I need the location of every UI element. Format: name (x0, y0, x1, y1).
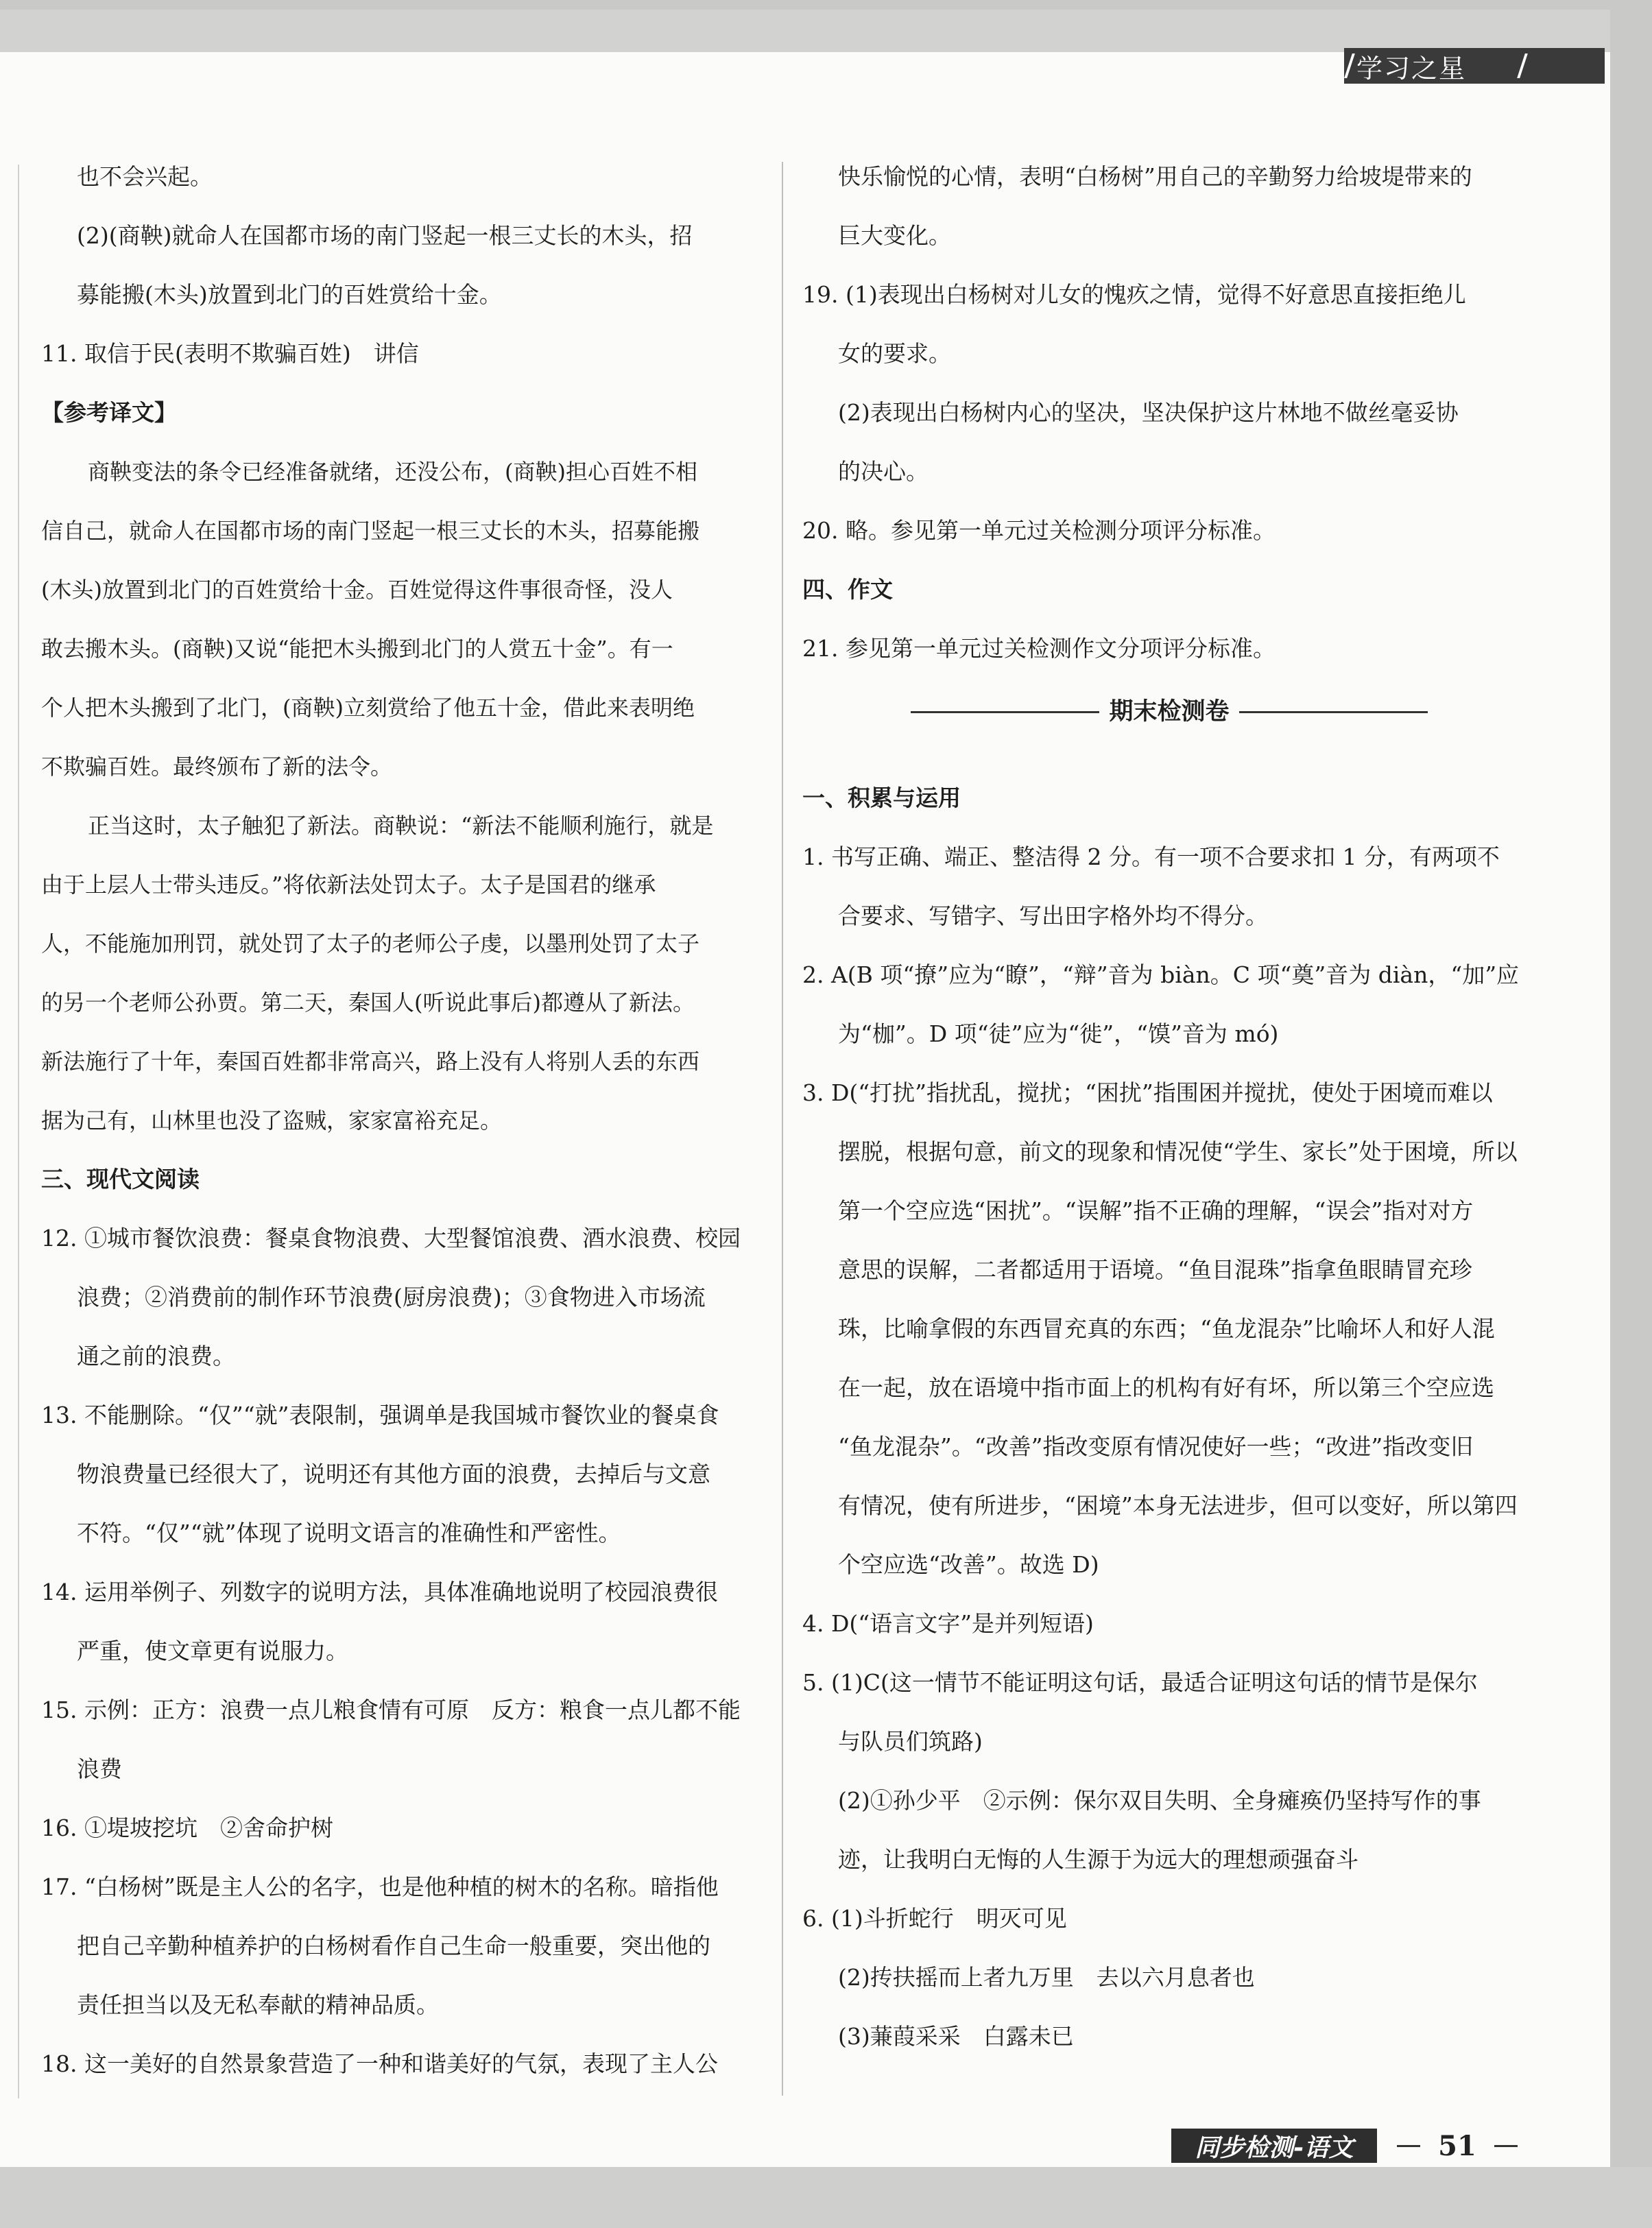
text-line: 20. 略。参见第一单元过关检测分项评分标准。 (802, 517, 1276, 544)
footer-page-number (1385, 2129, 1529, 2163)
text-line: (2)(商鞅)就命人在国都市场的南门竖起一根三丈长的木头，招 (77, 222, 693, 249)
text-line: 1. 书写正确、端正、整洁得 2 分。有一项不合要求扣 1 分，有两项不 (802, 843, 1500, 870)
text-line: 意思的误解，二者都适用于语境。“鱼目混珠”指拿鱼眼睛冒充珍 (838, 1256, 1472, 1283)
text-line: (木头)放置到北门的百姓赏给十金。百姓觉得这件事很奇怪，没人 (41, 577, 673, 603)
text-line: 3. D(“打扰”指扰乱，搅扰；“困扰”指围困并搅扰，使处于困境而难以 (802, 1079, 1493, 1106)
text-line: 不符。“仅”“就”体现了说明文语言的准确性和严密性。 (77, 1520, 621, 1546)
text-line: (2)表现出白杨树内心的坚决，坚决保护这片林地不做丝毫妥协 (838, 399, 1459, 426)
brand-banner: 学习之星 (1344, 48, 1605, 84)
text-line: 2. A(B 项“撩”应为“瞭”，“辩”音为 biàn。C 项“奠”音为 diàn，“加”应 (802, 961, 1520, 988)
text-line: 不欺骗百姓。最终颁布了新的法令。 (41, 754, 393, 780)
text-line: 信自己，就命人在国都市场的南门竖起一根三丈长的木头，招募能搬 (41, 518, 700, 544)
text-line: 与队员们筑路) (838, 1728, 983, 1755)
bottom-margin-strip (0, 2167, 1652, 2228)
text-line: 有情况，使有所进步，“困境”本身无法进步，但可以变好，所以第四 (838, 1492, 1518, 1519)
text-line: 一、积累与运用 (802, 784, 961, 811)
text-line: 人，不能施加刑罚，就处罚了太子的老师公子虔，以墨刑处罚了太子 (41, 931, 700, 957)
section-heading (802, 682, 1536, 741)
text-line: 据为己有，山林里也没了盗贼，家家富裕充足。 (41, 1107, 503, 1134)
text-line: “鱼龙混杂”。“改善”指改变原有情况使好一些；“改进”指改变旧 (838, 1433, 1474, 1460)
section-title: 期末检测卷 (1109, 698, 1230, 726)
text-line: 浪费；②消费前的制作环节浪费(厨房浪费)；③食物进入市场流 (77, 1284, 706, 1310)
text-line: 14. 运用举例子、列数字的说明方法，具体准确地说明了校园浪费很 (41, 1579, 718, 1605)
text-line: 的决心。 (838, 458, 929, 485)
heading-rule-right (1239, 711, 1428, 713)
text-line: 第一个空应选“困扰”。“误解”指不正确的理解，“误会”指对对方 (838, 1197, 1474, 1224)
text-line: 合要求、写错字、写出田字格外均不得分。 (838, 902, 1268, 929)
text-line: 16. ①堤坡挖坑 ②舍命护树 (41, 1814, 333, 1841)
text-line: 15. 示例：正方：浪费一点儿粮食情有可原 反方：粮食一点儿都不能 (41, 1697, 741, 1723)
text-line: 三、现代文阅读 (41, 1166, 200, 1193)
right-column-top (802, 147, 1536, 678)
text-line: 由于上层人士带头违反。”将依新法处罚太子。太子是国君的继承 (41, 872, 656, 898)
text-line: 女的要求。 (838, 340, 951, 367)
text-line: 责任担当以及无私奉献的精神品质。 (77, 1991, 439, 2018)
text-line: (2)①孙少平 ②示例：保尔双目失明、全身瘫痪仍坚持写作的事 (838, 1787, 1481, 1814)
right-column-bottom (802, 769, 1536, 2066)
text-line: 19. (1)表现出白杨树对儿女的愧疚之情，觉得不好意思直接拒绝儿 (802, 281, 1466, 308)
text-line: 浪费 (77, 1756, 122, 1782)
text-line: 13. 不能删除。“仅”“就”表限制，强调单是我国城市餐饮业的餐桌食 (41, 1402, 719, 1428)
text-line: 敢去搬木头。(商鞅)又说“能把木头搬到北门的人赏五十金”。有一 (41, 636, 673, 662)
right-column (802, 147, 1536, 2066)
text-line: 也不会兴起。 (77, 163, 213, 190)
text-line: 17. “白杨树”既是主人公的名字，也是他种植的树木的名称。暗指他 (41, 1873, 719, 1900)
text-line: 21. 参见第一单元过关检测作文分项评分标准。 (802, 635, 1276, 662)
text-line: 把自己辛勤种植养护的白杨树看作自己生命一般重要，突出他的 (77, 1932, 710, 1959)
text-line: 5. (1)C(这一情节不能证明这句话，最适合证明这句话的情节是保尔 (802, 1669, 1478, 1696)
text-line: (2)抟扶摇而上者九万里 去以六月息者也 (838, 1964, 1255, 1991)
text-line: 12. ①城市餐饮浪费：餐桌食物浪费、大型餐馆浪费、酒水浪费、校园 (41, 1225, 741, 1251)
text-line: 4. D(“语言文字”是并列短语) (802, 1610, 1094, 1637)
page-number: 51 (1438, 2129, 1476, 2162)
text-line: 珠，比喻拿假的东西冒充真的东西；“鱼龙混杂”比喻坏人和好人混 (838, 1315, 1495, 1342)
text-line: 个人把木头搬到了北门，(商鞅)立刻赏给了他五十金，借此来表明绝 (41, 695, 695, 721)
page-dash-right (1494, 2145, 1518, 2147)
text-line: 快乐愉悦的心情，表明“白杨树”用自己的辛勤努力给坡堤带来的 (838, 163, 1472, 190)
heading-rule-left (911, 711, 1099, 713)
text-line: 严重，使文章更有说服力。 (77, 1638, 348, 1664)
text-line: 物浪费量已经很大了，说明还有其他方面的浪费，去掉后与文意 (77, 1461, 710, 1487)
text-line: 摆脱，根据句意，前文的现象和情况使“学生、家长”处于困境，所以 (838, 1138, 1518, 1165)
text-line: 正当这时，太子触犯了新法。商鞅说：“新法不能顺利施行，就是 (88, 813, 714, 839)
text-line: 通之前的浪费。 (77, 1343, 235, 1369)
text-line: 个空应选“改善”。故选 D) (838, 1551, 1099, 1578)
text-line: 四、作文 (802, 576, 893, 603)
left-column (41, 147, 768, 2094)
text-line: (3)蒹葭采采 白露未已 (838, 2023, 1074, 2050)
text-line: 的另一个老师公孙贾。第二天，秦国人(听说此事后)都遵从了新法。 (41, 990, 695, 1016)
text-line: 18. 这一美好的自然景象营造了一种和谐美好的气氛，表现了主人公 (41, 2050, 718, 2077)
text-line: 11. 取信于民(表明不欺骗百姓) 讲信 (41, 340, 419, 367)
column-divider (782, 162, 783, 2096)
text-line: 商鞅变法的条令已经准备就绪，还没公布，(商鞅)担心百姓不相 (88, 459, 697, 485)
text-line: 迹，让我明白无悔的人生源于为远大的理想顽强奋斗 (838, 1846, 1358, 1873)
text-line: 6. (1)斗折蛇行 明灭可见 (802, 1905, 1067, 1932)
text-line: 【参考译文】 (41, 399, 177, 426)
text-line: 募能搬(木头)放置到北门的百姓赏给十金。 (77, 281, 502, 308)
top-margin-strip (0, 10, 1610, 52)
page-dash-left (1397, 2145, 1420, 2147)
text-line: 巨大变化。 (838, 222, 951, 249)
footer-badge: 同步检测-语文 (1171, 2129, 1377, 2163)
text-line: 在一起，放在语境中指市面上的机构有好有坏，所以第三个空应选 (838, 1374, 1494, 1401)
left-margin-rule (18, 165, 19, 2098)
text-line: 为“枷”。D 项“徒”应为“徙”，“馍”音为 mó) (838, 1020, 1279, 1047)
text-line: 新法施行了十年，秦国百姓都非常高兴，路上没有人将别人丢的东西 (41, 1049, 700, 1075)
